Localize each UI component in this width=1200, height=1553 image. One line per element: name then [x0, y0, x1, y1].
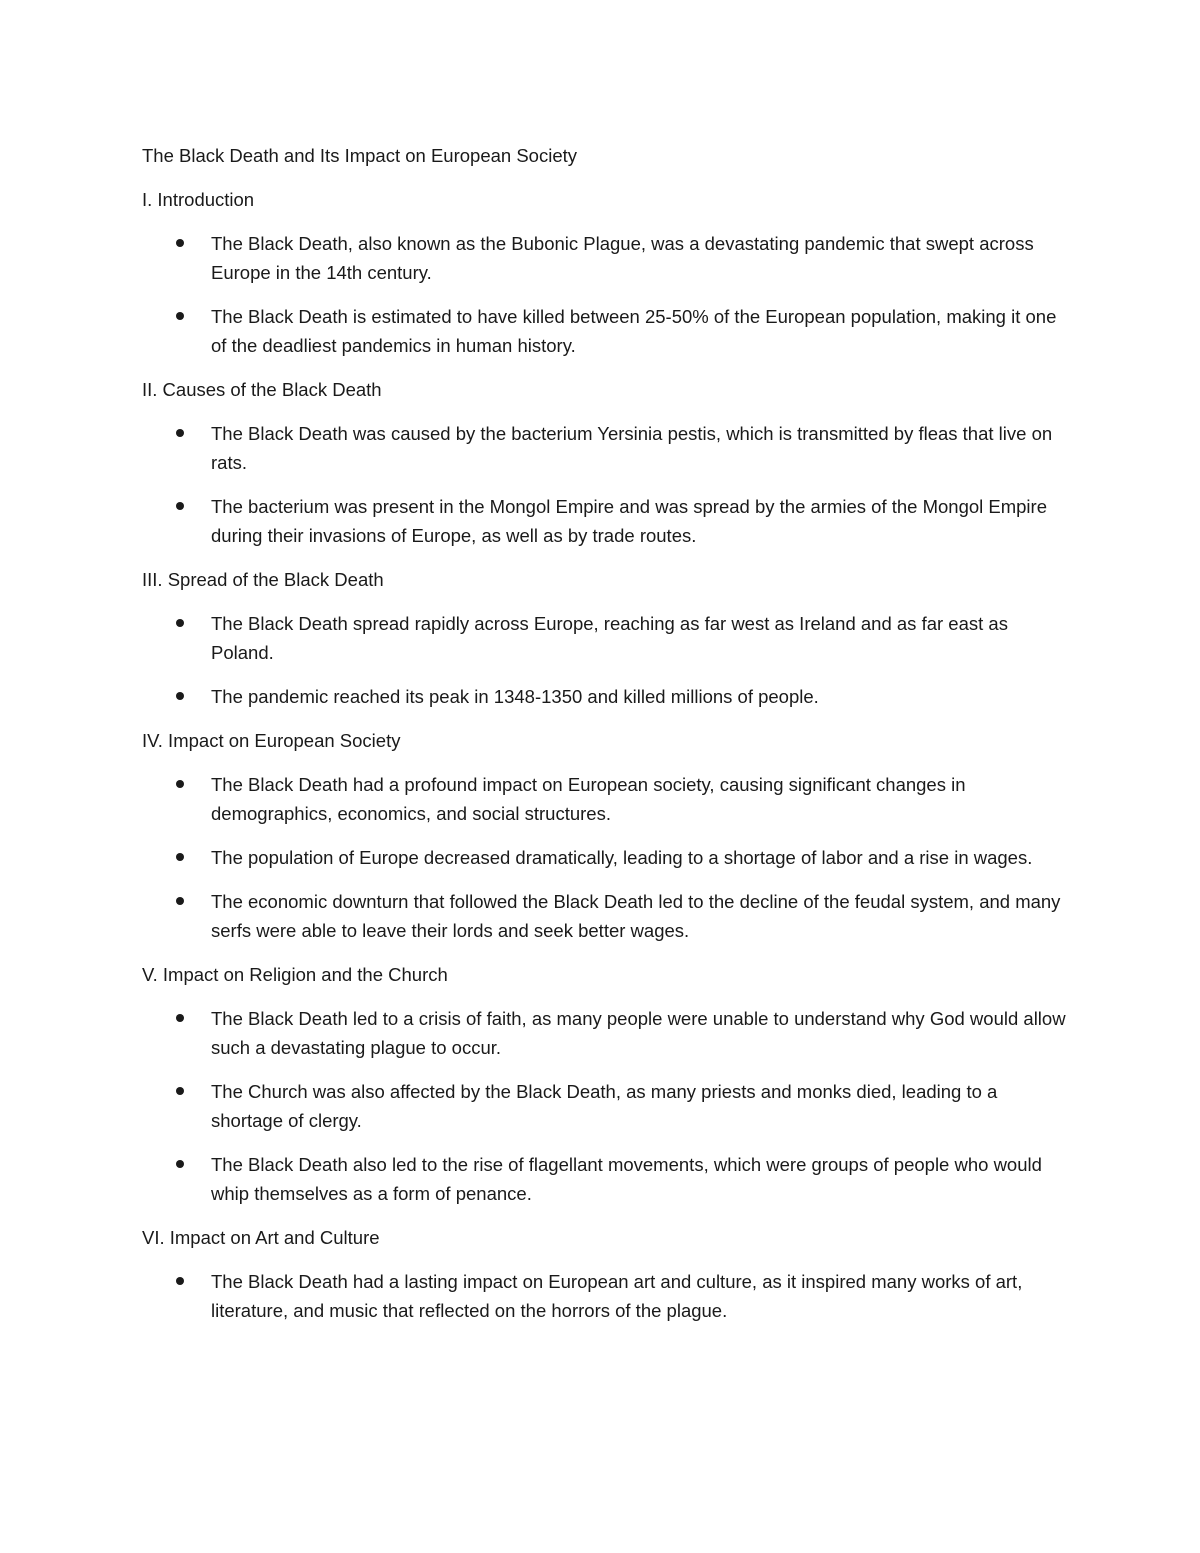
list-item	[142, 1077, 1072, 1135]
list-item-text: The Black Death also led to the rise of flagellant movements, which were groups of people who would whip themselves as a form of penance.	[211, 1154, 1042, 1204]
list-item-text: The pandemic reached its peak in 1348-1350 and killed millions of people.	[211, 686, 819, 707]
list-item	[142, 843, 1072, 872]
bullet-list	[142, 770, 1072, 945]
section-heading: V. Impact on Religion and the Church	[142, 964, 448, 985]
list-item	[142, 1150, 1072, 1208]
bullet-icon	[176, 312, 184, 320]
bullet-icon	[176, 619, 184, 627]
section-introduction	[142, 185, 1072, 360]
section-causes	[142, 375, 1072, 550]
list-item	[142, 302, 1072, 360]
list-item-text: The Black Death, also known as the Bubonic Plague, was a devastating pandemic that swept across Europe in the 14th century.	[211, 233, 1034, 283]
bullet-icon	[176, 897, 184, 905]
bullet-icon	[176, 239, 184, 247]
list-item-text: The bacterium was present in the Mongol Empire and was spread by the armies of the Mongol Empire during their invasions of Europe, as well as by trade routes.	[211, 496, 1047, 546]
section-heading: II. Causes of the Black Death	[142, 379, 382, 400]
list-item	[142, 229, 1072, 287]
section-heading: IV. Impact on European Society	[142, 730, 401, 751]
bullet-icon	[176, 1014, 184, 1022]
section-impact-religion	[142, 960, 1072, 1208]
bullet-icon	[176, 853, 184, 861]
section-spread	[142, 565, 1072, 711]
bullet-list	[142, 1004, 1072, 1208]
list-item-text: The economic downturn that followed the Black Death led to the decline of the feudal system, and many serfs were able to leave their lords and seek better wages.	[211, 891, 1061, 941]
list-item	[142, 492, 1072, 550]
list-item	[142, 1267, 1072, 1325]
bullet-icon	[176, 692, 184, 700]
list-item-text: The Black Death led to a crisis of faith, as many people were unable to understand why God would allow such a devastating plague to occur.	[211, 1008, 1066, 1058]
list-item-text: The Black Death spread rapidly across Europe, reaching as far west as Ireland and as far east as Poland.	[211, 613, 1008, 663]
document-body	[142, 141, 1072, 1340]
bullet-list	[142, 229, 1072, 360]
list-item-text: The Church was also affected by the Black Death, as many priests and monks died, leading to a shortage of clergy.	[211, 1081, 998, 1131]
section-heading: VI. Impact on Art and Culture	[142, 1227, 380, 1248]
bullet-icon	[176, 502, 184, 510]
section-heading: III. Spread of the Black Death	[142, 569, 384, 590]
bullet-icon	[176, 1160, 184, 1168]
list-item	[142, 419, 1072, 477]
list-item	[142, 609, 1072, 667]
list-item-text: The Black Death was caused by the bacterium Yersinia pestis, which is transmitted by fleas that live on rats.	[211, 423, 1053, 473]
bullet-icon	[176, 429, 184, 437]
list-item	[142, 770, 1072, 828]
list-item	[142, 682, 1072, 711]
bullet-icon	[176, 1087, 184, 1095]
list-item	[142, 887, 1072, 945]
bullet-icon	[176, 780, 184, 788]
section-impact-society	[142, 726, 1072, 945]
list-item-text: The Black Death had a profound impact on European society, causing significant changes in demographics, economics, and social structures.	[211, 774, 966, 824]
list-item-text: The Black Death had a lasting impact on European art and culture, as it inspired many works of art, literature, and music that reflected on the horrors of the plague.	[211, 1271, 1023, 1321]
section-heading: I. Introduction	[142, 189, 255, 210]
list-item-text: The population of Europe decreased dramatically, leading to a shortage of labor and a rise in wages.	[211, 847, 1033, 868]
list-item	[142, 1004, 1072, 1062]
document-title: The Black Death and Its Impact on European Society	[142, 145, 577, 166]
section-impact-art	[142, 1223, 1072, 1325]
bullet-list	[142, 419, 1072, 550]
bullet-icon	[176, 1277, 184, 1285]
bullet-list	[142, 609, 1072, 711]
bullet-list	[142, 1267, 1072, 1325]
list-item-text: The Black Death is estimated to have killed between 25-50% of the European population, making it one of the deadliest pandemics in human history.	[211, 306, 1057, 356]
